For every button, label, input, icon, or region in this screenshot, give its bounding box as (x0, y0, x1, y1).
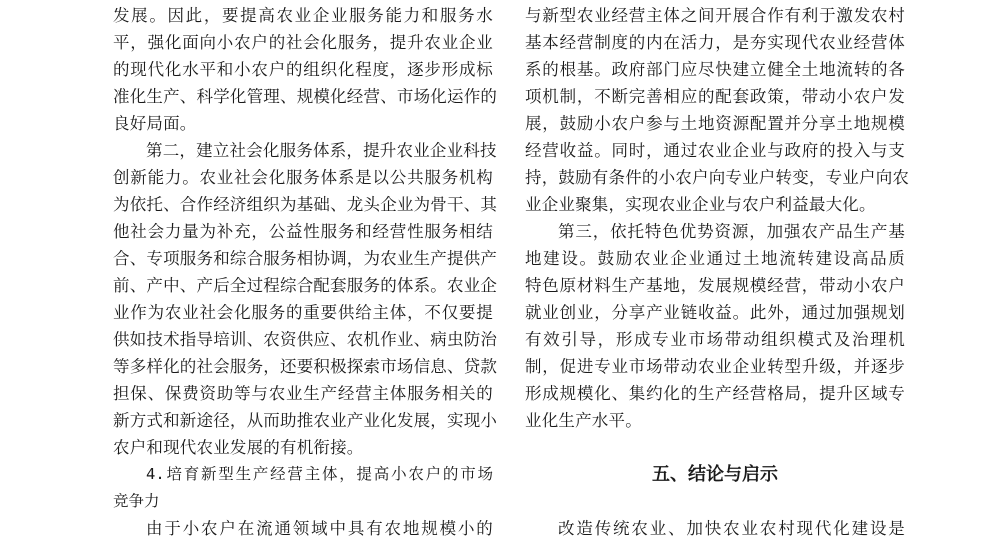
blank-spacer (525, 488, 905, 515)
text-line: 农户和现代农业发展的有机衔接。 (113, 438, 364, 457)
text-line: 系的根基。政府部门应尽快建立健全土地流转的各 (525, 60, 905, 79)
text-line: 的现代化水平和小农户的组织化程度，逐步形成标 (113, 60, 493, 79)
text-line: 有效引导，形成专业市场带动组织模式及治理机 (525, 330, 905, 349)
text-line: 他社会力量为补充，公益性服务和经营性服务相结 (113, 222, 493, 241)
text-line: 准化生产、科学化管理、规模化经营、市场化运作的 (113, 87, 498, 106)
text-line: 担保、保费资助等与农业生产经营主体服务相关的 (113, 384, 493, 403)
text-line: 基本经营制度的内在活力，是夯实现代农业经营体 (525, 33, 905, 52)
right-column (525, 0, 910, 542)
blank-spacer (525, 434, 905, 461)
text-line: 第二，建立社会化服务体系，提升农业企业科技 (146, 141, 497, 160)
text-line: 改造传统农业、加快农业农村现代化建设是 (558, 519, 905, 538)
text-line: 业作为农业社会化服务的重要供给主体，不仅要提 (113, 303, 493, 322)
subsection-heading-continued: 竞争力 (113, 492, 160, 510)
text-line: 良好局面。 (113, 114, 197, 133)
text-line: 业化生产水平。 (525, 411, 642, 430)
left-column (113, 0, 498, 542)
text-line: 由于小农户在流通领域中具有农地规模小的 (146, 519, 493, 538)
text-line: 经营收益。同时，通过农业企业与政府的投入与支 (525, 141, 905, 160)
text-line: 与新型农业经营主体之间开展合作有利于激发农村 (525, 6, 905, 25)
text-line: 制，促进专业市场带动农业企业转型升级，并逐步 (525, 357, 905, 376)
text-line: 平，强化面向小农户的社会化服务，提升农业企业 (113, 33, 493, 52)
text-line: 地建设。鼓励农业企业通过土地流转建设高品质 (525, 249, 905, 268)
text-line: 供如技术指导培训、农资供应、农机作业、病虫防治 (113, 330, 498, 349)
text-line: 合、专项服务和综合服务相协调，为农业生产提供产 (113, 249, 498, 268)
text-line: 创新能力。农业社会化服务体系是以公共服务机构 (113, 168, 493, 187)
text-line: 特色原材料生产基地，发展规模经营，带动小农户 (525, 276, 905, 295)
text-line: 展，鼓励小农户参与土地资源配置并分享土地规模 (525, 114, 905, 133)
subsection-heading: 4.培育新型生产经营主体，提高小农户的市场 (146, 465, 493, 483)
section-heading: 五、结论与启示 (652, 464, 778, 485)
text-line: 为依托、合作经济组织为基础、龙头企业为骨干、其 (113, 195, 498, 214)
text-line: 发展。因此，要提高农业企业服务能力和服务水 (113, 6, 493, 25)
text-line: 新方式和新途径，从而助推农业产业化发展，实现小 (113, 411, 498, 430)
text-line: 前、产中、产后全过程综合配套服务的体系。农业企 (113, 276, 498, 295)
text-line: 形成规模化、集约化的生产经营格局，提升区域专 (525, 384, 905, 403)
text-line: 项机制，不断完善相应的配套政策，带动小农户发 (525, 87, 905, 106)
text-line: 业企业聚集，实现农业企业与农户利益最大化。 (525, 195, 876, 214)
text-line: 第三，依托特色优势资源，加强农产品生产基 (558, 222, 905, 241)
text-line: 就业创业，分享产业链收益。此外，通过加强规划 (525, 303, 905, 322)
text-line: 持，鼓励有条件的小农户向专业户转变，专业户向农 (525, 168, 910, 187)
text-line: 等多样化的社会服务，还要积极探索市场信息、贷款 (113, 357, 498, 376)
